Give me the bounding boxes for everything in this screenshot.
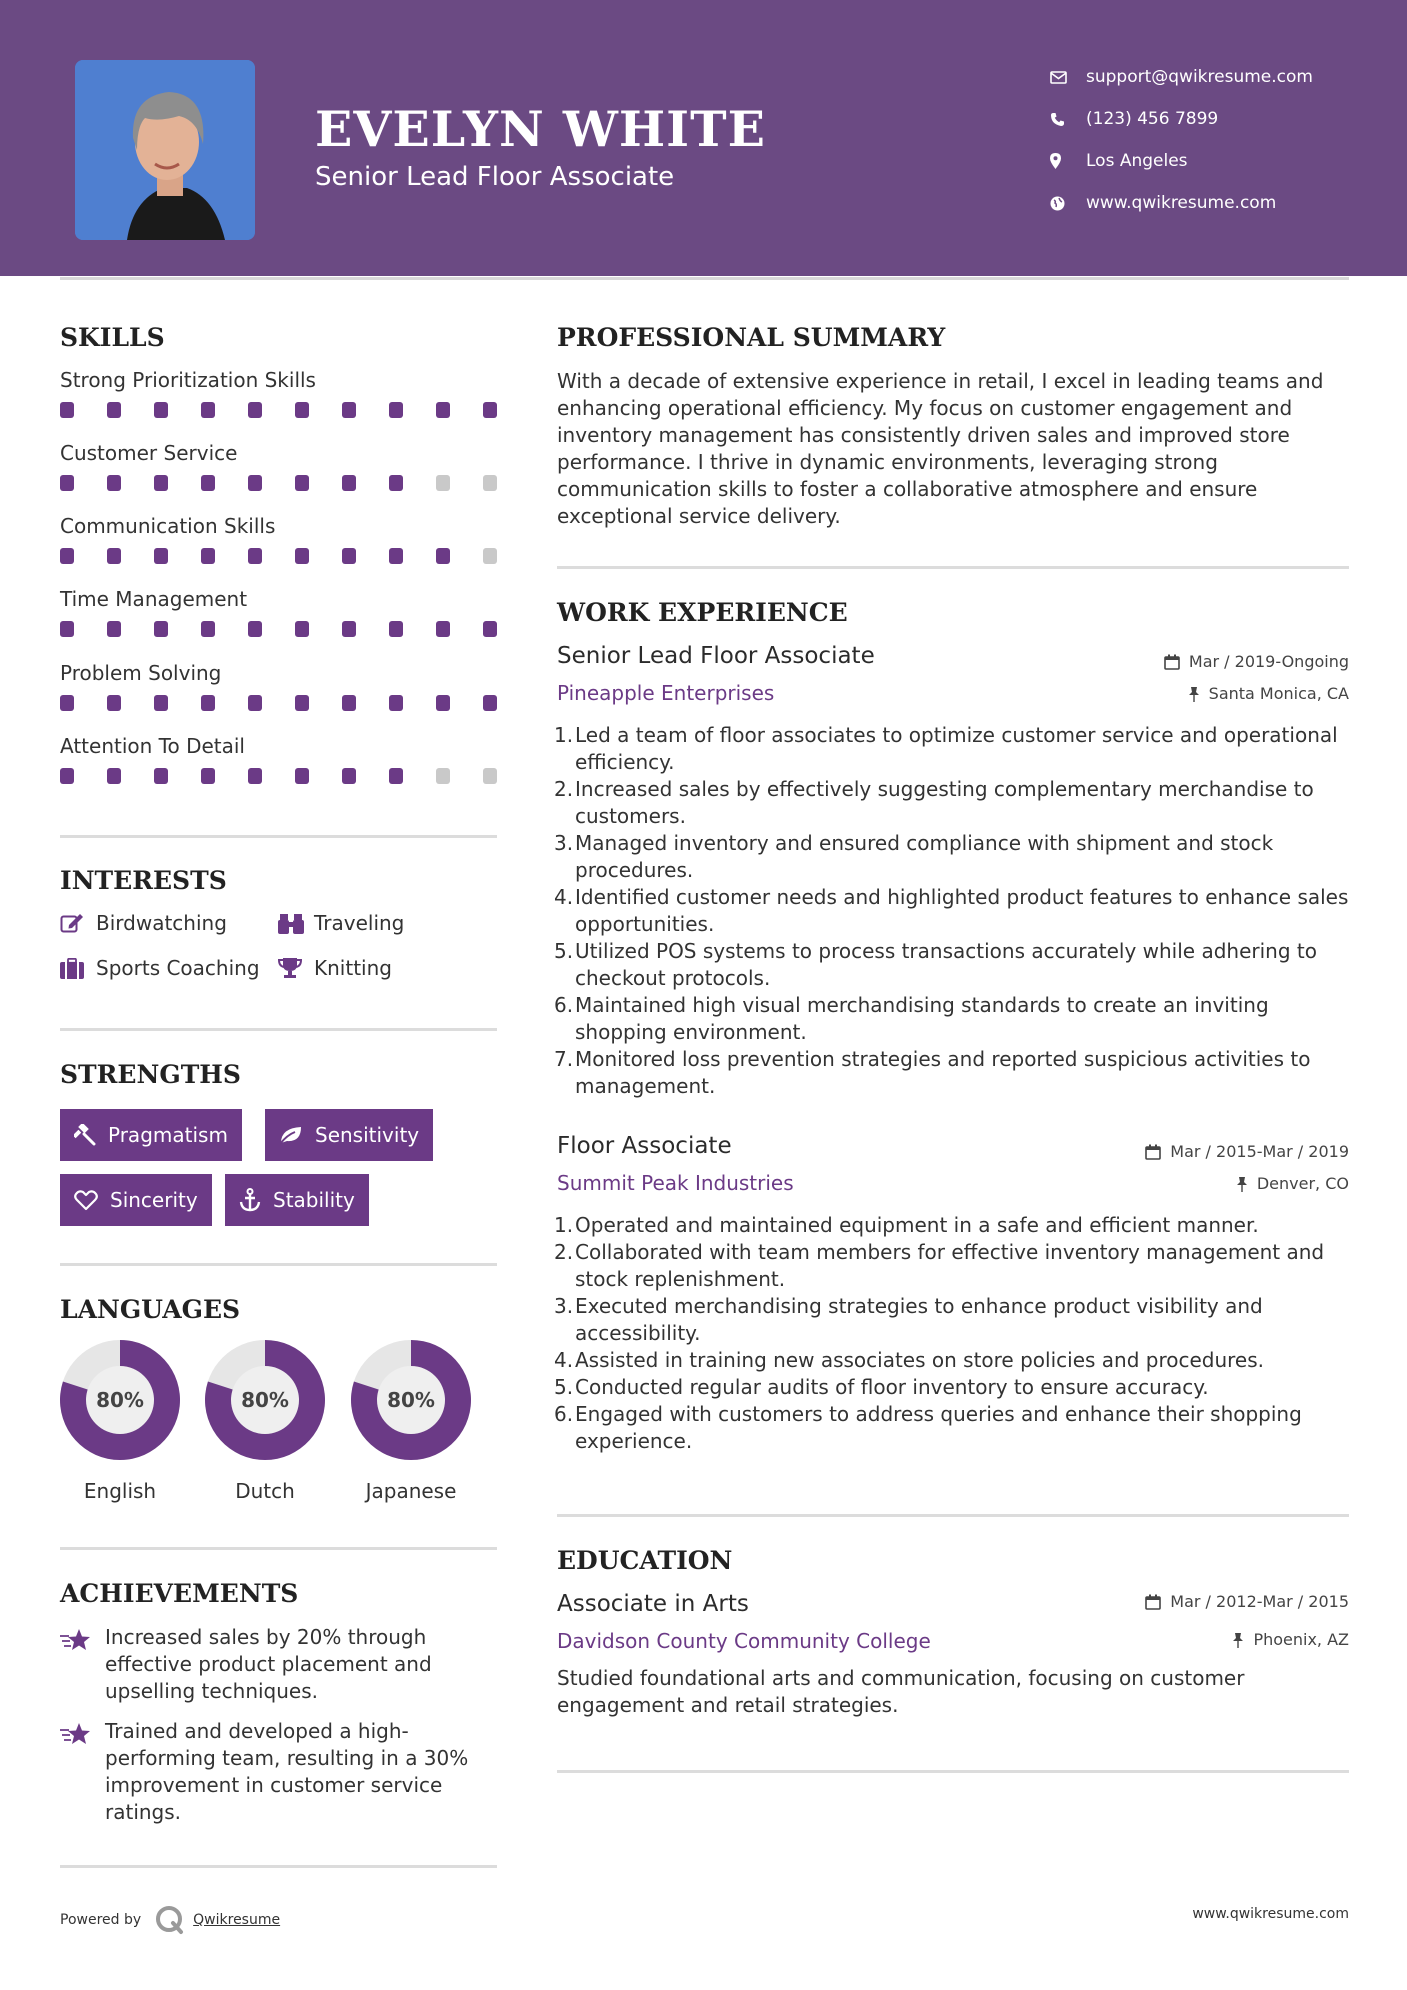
header-divider bbox=[60, 277, 1349, 280]
languages-heading: LANGUAGES bbox=[60, 1295, 241, 1324]
footer-url[interactable]: www.qwikresume.com bbox=[1192, 1906, 1349, 1922]
resume-header bbox=[0, 0, 1407, 276]
section-divider bbox=[60, 1865, 497, 1868]
section-divider bbox=[557, 1514, 1349, 1517]
skill-rating bbox=[60, 621, 497, 637]
rating-dot-filled bbox=[248, 402, 262, 418]
education-heading: EDUCATION bbox=[557, 1546, 733, 1575]
contact-location bbox=[1050, 140, 1313, 182]
skill-name: Communication Skills bbox=[60, 514, 276, 538]
interest-item bbox=[278, 911, 404, 935]
skill-item bbox=[60, 514, 500, 564]
job-location-text: Denver, CO bbox=[1256, 1174, 1349, 1193]
rating-dot-filled bbox=[107, 402, 121, 418]
interest-label: Sports Coaching bbox=[96, 956, 260, 980]
job-bullet: 5. Conducted regular audits of floor inventory to ensure accuracy. bbox=[554, 1375, 1209, 1399]
job-bullet: 4. Identified customer needs and highlighted product features to enhance sales opportunities. bbox=[554, 885, 1349, 936]
rating-dot-filled bbox=[60, 402, 74, 418]
rating-dot-filled bbox=[436, 402, 450, 418]
job-bullet: 4. Assisted in training new associates on store policies and procedures. bbox=[554, 1348, 1265, 1372]
calendar-icon bbox=[1164, 654, 1180, 670]
contact-phone[interactable] bbox=[1050, 98, 1313, 140]
language-ring bbox=[59, 1339, 181, 1461]
qwikresume-link[interactable]: Qwikresume bbox=[193, 1912, 281, 1928]
education-location bbox=[1232, 1630, 1349, 1649]
skill-rating bbox=[60, 768, 497, 784]
rating-dot-filled bbox=[389, 475, 403, 491]
rating-dot-filled bbox=[389, 548, 403, 564]
rating-dot-filled bbox=[483, 621, 497, 637]
binoculars-icon bbox=[278, 912, 314, 934]
section-divider bbox=[60, 1263, 497, 1266]
anchor-icon bbox=[239, 1188, 261, 1212]
qwikresume-logo-icon bbox=[155, 1905, 185, 1935]
company-name: Pineapple Enterprises bbox=[557, 681, 775, 705]
phone-icon bbox=[1050, 112, 1086, 127]
education-location-text: Phoenix, AZ bbox=[1253, 1630, 1349, 1649]
rating-dot-filled bbox=[154, 475, 168, 491]
rating-dot-filled bbox=[248, 621, 262, 637]
skill-rating bbox=[60, 402, 497, 418]
rating-dot-filled bbox=[201, 402, 215, 418]
achievements-heading: ACHIEVEMENTS bbox=[60, 1579, 299, 1608]
rating-dot-empty bbox=[483, 768, 497, 784]
job-bullet: 3. Executed merchandising strategies to enhance product visibility and accessibility. bbox=[554, 1294, 1263, 1345]
strength-label: Sensitivity bbox=[315, 1123, 420, 1147]
language-percent: 80% bbox=[96, 1388, 144, 1412]
skills-heading: SKILLS bbox=[60, 323, 165, 352]
rating-dot-filled bbox=[436, 695, 450, 711]
rating-dot-filled bbox=[107, 475, 121, 491]
rating-dot-filled bbox=[342, 695, 356, 711]
skill-rating bbox=[60, 695, 497, 711]
interest-label: Knitting bbox=[314, 956, 392, 980]
pushpin-icon bbox=[1188, 686, 1200, 702]
experience-heading: WORK EXPERIENCE bbox=[557, 598, 848, 627]
interest-label: Traveling bbox=[314, 911, 405, 935]
rating-dot-filled bbox=[483, 695, 497, 711]
job-bullet: 6. Maintained high visual merchandising standards to create an inviting shopping environment. bbox=[554, 993, 1269, 1044]
language-ring bbox=[350, 1339, 472, 1461]
job-dates bbox=[1145, 1142, 1349, 1161]
rating-dot-empty bbox=[436, 768, 450, 784]
strength-badge bbox=[265, 1109, 433, 1161]
rating-dot-filled bbox=[60, 768, 74, 784]
job-location bbox=[1188, 684, 1349, 703]
rating-dot-filled bbox=[248, 548, 262, 564]
section-divider bbox=[557, 1770, 1349, 1773]
job-title: Floor Associate bbox=[557, 1133, 732, 1159]
rating-dot-filled bbox=[389, 402, 403, 418]
skill-item bbox=[60, 441, 500, 491]
rating-dot-filled bbox=[60, 475, 74, 491]
job-bullet: 6. Engaged with customers to address queries and enhance their shopping experience. bbox=[554, 1402, 1302, 1453]
trophy-icon bbox=[278, 957, 314, 979]
strength-label: Sincerity bbox=[110, 1188, 198, 1212]
skill-item bbox=[60, 661, 500, 711]
rating-dot-filled bbox=[154, 695, 168, 711]
rating-dot-filled bbox=[295, 475, 309, 491]
job-location-text: Santa Monica, CA bbox=[1208, 684, 1349, 703]
rating-dot-filled bbox=[201, 695, 215, 711]
skill-name: Customer Service bbox=[60, 441, 238, 465]
summary-text: With a decade of extensive experience in retail, I excel in leading teams and enhancing operational efficiency. My focus on customer engagement and inventory management has consistently driven sales and improved store performance. I thrive in dynamic environments, leveraging strong communication skills to foster a collaborative atmosphere and ensure exceptional service delivery. bbox=[557, 369, 1324, 528]
candidate-title: Senior Lead Floor Associate bbox=[315, 162, 675, 192]
rating-dot-filled bbox=[201, 621, 215, 637]
contact-email-text: support@qwikresume.com bbox=[1086, 67, 1313, 87]
language-percent: 80% bbox=[241, 1388, 289, 1412]
education-dates bbox=[1145, 1592, 1349, 1611]
section-divider bbox=[60, 835, 497, 838]
rating-dot-filled bbox=[436, 621, 450, 637]
job-bullets bbox=[554, 1212, 1350, 1455]
rating-dot-filled bbox=[295, 695, 309, 711]
job-dates-text: Mar / 2015-Mar / 2019 bbox=[1170, 1142, 1349, 1161]
language-ring bbox=[204, 1339, 326, 1461]
rating-dot-filled bbox=[107, 548, 121, 564]
rating-dot-filled bbox=[342, 768, 356, 784]
achievement-item bbox=[60, 1718, 500, 1826]
job-location bbox=[1236, 1174, 1349, 1193]
rating-dot-filled bbox=[389, 695, 403, 711]
section-divider bbox=[557, 566, 1349, 569]
rating-dot-filled bbox=[248, 475, 262, 491]
language-item bbox=[341, 1339, 481, 1503]
strength-label: Pragmatism bbox=[108, 1123, 228, 1147]
achievement-text: Increased sales by 20% through effective product placement and upselling techniques. bbox=[105, 1625, 432, 1703]
calendar-icon bbox=[1145, 1144, 1161, 1160]
achievement-text: Trained and developed a high-performing team, resulting in a 30% improvement in customer service ratings. bbox=[105, 1719, 469, 1824]
rating-dot-filled bbox=[295, 402, 309, 418]
job-bullet: 2. Increased sales by effectively suggesting complementary merchandise to customers. bbox=[554, 777, 1314, 828]
rating-dot-filled bbox=[295, 621, 309, 637]
contact-website[interactable] bbox=[1050, 182, 1313, 224]
contact-phone-text: (123) 456 7899 bbox=[1086, 109, 1219, 129]
gavel-icon bbox=[74, 1124, 96, 1146]
rating-dot-filled bbox=[154, 768, 168, 784]
skill-name: Strong Prioritization Skills bbox=[60, 368, 316, 392]
skill-rating bbox=[60, 475, 497, 491]
rating-dot-filled bbox=[154, 621, 168, 637]
footer-branding bbox=[60, 1905, 280, 1935]
job-bullet: 1. Led a team of floor associates to optimize customer service and operational efficiency. bbox=[554, 723, 1338, 774]
rating-dot-filled bbox=[154, 402, 168, 418]
calendar-icon bbox=[1145, 1594, 1161, 1610]
rating-dot-empty bbox=[483, 475, 497, 491]
company-name: Summit Peak Industries bbox=[557, 1171, 794, 1195]
powered-by-label: Powered by bbox=[60, 1912, 142, 1928]
job-bullet: 7. Monitored loss prevention strategies and reported suspicious activities to management. bbox=[554, 1047, 1311, 1098]
contact-list bbox=[1050, 56, 1313, 224]
job-title: Senior Lead Floor Associate bbox=[557, 643, 875, 669]
education-description: Studied foundational arts and communication, focusing on customer engagement and retail strategies. bbox=[557, 1666, 1245, 1717]
rating-dot-filled bbox=[107, 768, 121, 784]
interest-item bbox=[278, 956, 392, 980]
rating-dot-filled bbox=[483, 402, 497, 418]
job-dates-text: Mar / 2019-Ongoing bbox=[1188, 652, 1349, 671]
rating-dot-empty bbox=[436, 475, 450, 491]
rating-dot-filled bbox=[436, 548, 450, 564]
skill-name: Time Management bbox=[60, 587, 248, 611]
globe-icon bbox=[1050, 196, 1086, 211]
degree-title: Associate in Arts bbox=[557, 1591, 749, 1617]
language-item bbox=[50, 1339, 190, 1503]
rating-dot-filled bbox=[154, 548, 168, 564]
rating-dot-filled bbox=[342, 402, 356, 418]
interest-item bbox=[60, 911, 227, 935]
section-divider bbox=[60, 1028, 497, 1031]
language-name: Japanese bbox=[365, 1479, 457, 1503]
rating-dot-filled bbox=[342, 548, 356, 564]
interest-item bbox=[60, 956, 260, 980]
star-icon bbox=[60, 1624, 105, 1705]
rating-dot-empty bbox=[483, 548, 497, 564]
job-bullet: 3. Managed inventory and ensured compliance with shipment and stock procedures. bbox=[554, 831, 1274, 882]
rating-dot-filled bbox=[295, 768, 309, 784]
skill-item bbox=[60, 587, 500, 637]
skill-rating bbox=[60, 548, 497, 564]
rating-dot-filled bbox=[201, 768, 215, 784]
strength-label: Stability bbox=[273, 1188, 355, 1212]
job-dates bbox=[1164, 652, 1349, 671]
school-name: Davidson County Community College bbox=[557, 1629, 931, 1653]
profile-photo bbox=[75, 60, 255, 240]
rating-dot-filled bbox=[295, 548, 309, 564]
language-name: Dutch bbox=[235, 1479, 295, 1503]
envelope-icon bbox=[1050, 71, 1086, 84]
contact-website-text: www.qwikresume.com bbox=[1086, 193, 1277, 213]
job-bullet: 1. Operated and maintained equipment in a safe and efficient manner. bbox=[554, 1213, 1259, 1237]
skill-name: Attention To Detail bbox=[60, 734, 245, 758]
section-divider bbox=[60, 1547, 497, 1550]
rating-dot-filled bbox=[60, 548, 74, 564]
rating-dot-filled bbox=[201, 548, 215, 564]
pushpin-icon bbox=[1236, 1176, 1248, 1192]
leaf-icon bbox=[279, 1125, 303, 1145]
skill-item bbox=[60, 368, 500, 418]
skill-item bbox=[60, 734, 500, 784]
strength-badge bbox=[60, 1109, 242, 1161]
interest-label: Birdwatching bbox=[96, 911, 227, 935]
contact-location-text: Los Angeles bbox=[1086, 151, 1188, 171]
contact-email[interactable] bbox=[1050, 56, 1313, 98]
achievement-item bbox=[60, 1624, 500, 1705]
map-pin-icon bbox=[1050, 153, 1086, 169]
strength-badge bbox=[225, 1174, 369, 1226]
strengths-heading: STRENGTHS bbox=[60, 1060, 241, 1089]
job-bullet: 2. Collaborated with team members for effective inventory management and stock replenishment. bbox=[554, 1240, 1325, 1291]
job-bullet: 5. Utilized POS systems to process transactions accurately while adhering to checkout protocols. bbox=[554, 939, 1317, 990]
summary-heading: PROFESSIONAL SUMMARY bbox=[557, 323, 946, 352]
pushpin-icon bbox=[1232, 1632, 1244, 1648]
rating-dot-filled bbox=[389, 768, 403, 784]
rating-dot-filled bbox=[342, 621, 356, 637]
language-percent: 80% bbox=[387, 1388, 435, 1412]
skill-name: Problem Solving bbox=[60, 661, 222, 685]
rating-dot-filled bbox=[60, 695, 74, 711]
rating-dot-filled bbox=[389, 621, 403, 637]
heart-icon bbox=[74, 1190, 98, 1211]
language-item bbox=[195, 1339, 335, 1503]
interests-heading: INTERESTS bbox=[60, 866, 227, 895]
language-name: English bbox=[83, 1479, 157, 1503]
rating-dot-filled bbox=[201, 475, 215, 491]
rating-dot-filled bbox=[60, 621, 74, 637]
strength-badge bbox=[60, 1174, 212, 1226]
rating-dot-filled bbox=[107, 695, 121, 711]
job-bullets bbox=[554, 722, 1350, 1100]
rating-dot-filled bbox=[248, 768, 262, 784]
rating-dot-filled bbox=[248, 695, 262, 711]
rating-dot-filled bbox=[342, 475, 356, 491]
pencil-edit-icon bbox=[60, 912, 96, 934]
rating-dot-filled bbox=[107, 621, 121, 637]
candidate-name: EVELYN WHITE bbox=[315, 100, 766, 158]
education-dates-text: Mar / 2012-Mar / 2015 bbox=[1170, 1592, 1349, 1611]
star-icon bbox=[60, 1718, 105, 1826]
suitcase-icon bbox=[60, 958, 96, 979]
